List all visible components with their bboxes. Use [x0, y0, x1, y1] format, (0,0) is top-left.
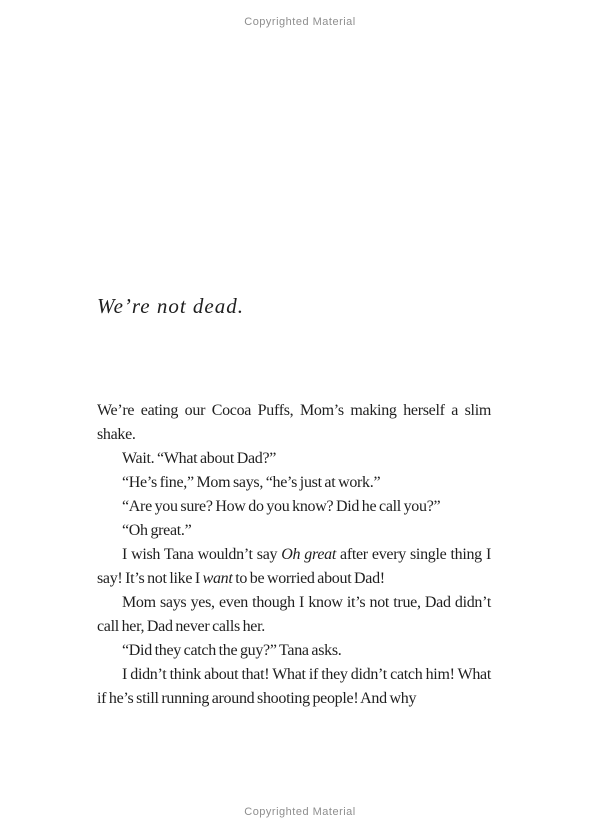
text-segment: “Did they catch the guy?” Tana asks.: [122, 642, 342, 659]
paragraph: [97, 663, 491, 711]
paragraph: [97, 447, 491, 471]
paragraph: [97, 639, 491, 663]
text-segment: We’re eating our Cocoa Puffs, Mom’s making herself a slim shake.: [97, 402, 491, 443]
text-segment: “Oh great.”: [122, 522, 192, 539]
text-segment: after every single thing I say! It’s not like I: [97, 546, 491, 587]
paragraph: [97, 399, 491, 447]
text-segment: Wait. “What about Dad?”: [122, 450, 277, 467]
text-segment: “Are you sure? How do you know? Did he call you?”: [122, 498, 441, 515]
paragraph: [97, 591, 491, 639]
italic-text-segment: Oh great: [281, 546, 336, 563]
copyright-notice-top: Copyrighted Material: [244, 16, 356, 28]
paragraph: [97, 543, 491, 591]
text-segment: I wish Tana wouldn’t say: [122, 546, 282, 563]
text-segment: I didn’t think about that! What if they didn’t catch him! What if he’s still running around shooting people! And why: [97, 666, 491, 707]
paragraph: [97, 519, 491, 543]
copyright-notice-bottom: Copyrighted Material: [244, 806, 356, 818]
text-segment: to be worried about Dad!: [232, 570, 385, 587]
chapter-heading: We’re not dead.: [97, 294, 244, 318]
text-segment: “He’s fine,” Mom says, “he’s just at work.”: [122, 474, 381, 491]
paragraph: [97, 495, 491, 519]
body-text: [97, 399, 491, 711]
text-segment: Mom says yes, even though I know it’s not true, Dad didn’t call her, Dad never calls her.: [97, 594, 491, 635]
paragraph: [97, 471, 491, 495]
italic-text-segment: want: [202, 570, 233, 587]
